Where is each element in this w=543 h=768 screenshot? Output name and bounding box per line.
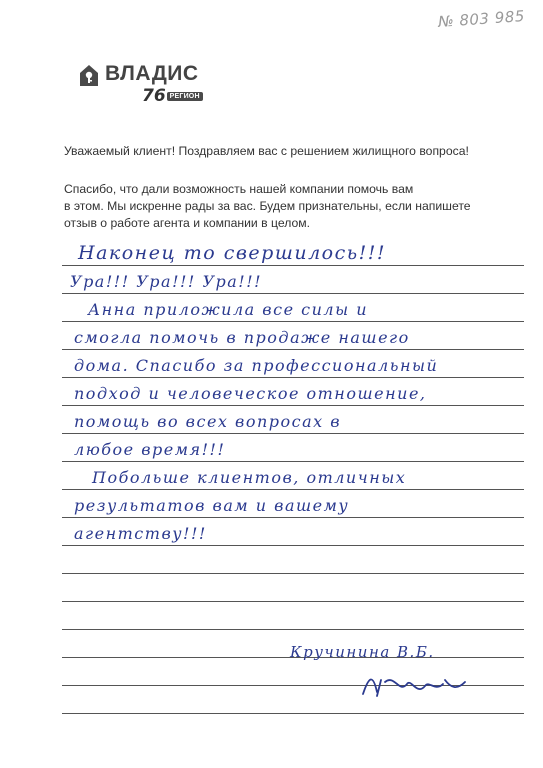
ruled-line bbox=[62, 713, 524, 714]
handwritten-line: смогла помочь в продаже нашего bbox=[74, 328, 410, 347]
ruled-line bbox=[62, 265, 524, 266]
ruled-line bbox=[62, 293, 524, 294]
ruled-line bbox=[62, 321, 524, 322]
ruled-line bbox=[62, 545, 524, 546]
handwritten-line: дома. Спасибо за профессиональный bbox=[74, 356, 439, 375]
ruled-line bbox=[62, 405, 524, 406]
ruled-line bbox=[62, 349, 524, 350]
ruled-line bbox=[62, 573, 524, 574]
handwritten-line: Ура!!! Ура!!! Ура!!! bbox=[70, 272, 263, 291]
handwritten-line: результатов вам и вашему bbox=[74, 496, 350, 515]
handwritten-line: подход и человеческое отношение, bbox=[74, 384, 427, 403]
ruled-line bbox=[62, 601, 524, 602]
ruled-line bbox=[62, 377, 524, 378]
thanks-line: отзыв о работе агента и компании в целом. bbox=[64, 216, 310, 230]
ruled-line bbox=[62, 629, 524, 630]
handwritten-line: помощь во всех вопросах в bbox=[74, 412, 342, 431]
logo-region-label: РЕГИОН bbox=[167, 92, 203, 101]
ruled-line bbox=[62, 517, 524, 518]
handwritten-line: Побольше клиентов, отличных bbox=[92, 468, 407, 487]
thanks-line: в этом. Мы искренне рады за вас. Будем признательны, если напишете bbox=[64, 199, 471, 213]
handwritten-line: Наконец то свершилось!!! bbox=[78, 242, 387, 264]
ruled-line bbox=[62, 461, 524, 462]
thanks-line: Спасибо, что дали возможность нашей компании помочь вам bbox=[64, 182, 414, 196]
handwritten-line: Анна приложила все силы и bbox=[88, 300, 368, 319]
logo-name: ВЛАДИС bbox=[105, 62, 199, 85]
house-key-icon bbox=[78, 63, 100, 87]
handwritten-line: агентству!!! bbox=[74, 524, 207, 543]
company-logo bbox=[78, 62, 238, 106]
document-number: № 803 985 bbox=[437, 6, 526, 32]
logo-number: 76 bbox=[142, 86, 166, 106]
signature-name: Кручинина В.Б. bbox=[290, 643, 435, 661]
handwritten-signature bbox=[355, 670, 475, 700]
logo-region-badge bbox=[142, 86, 203, 106]
greeting-text: Уважаемый клиент! Поздравляем вас с решением жилищного вопроса! bbox=[64, 144, 469, 158]
ruled-line bbox=[62, 489, 524, 490]
ruled-line bbox=[62, 433, 524, 434]
thanks-paragraph bbox=[64, 181, 524, 232]
handwritten-line: любое время!!! bbox=[74, 440, 226, 459]
